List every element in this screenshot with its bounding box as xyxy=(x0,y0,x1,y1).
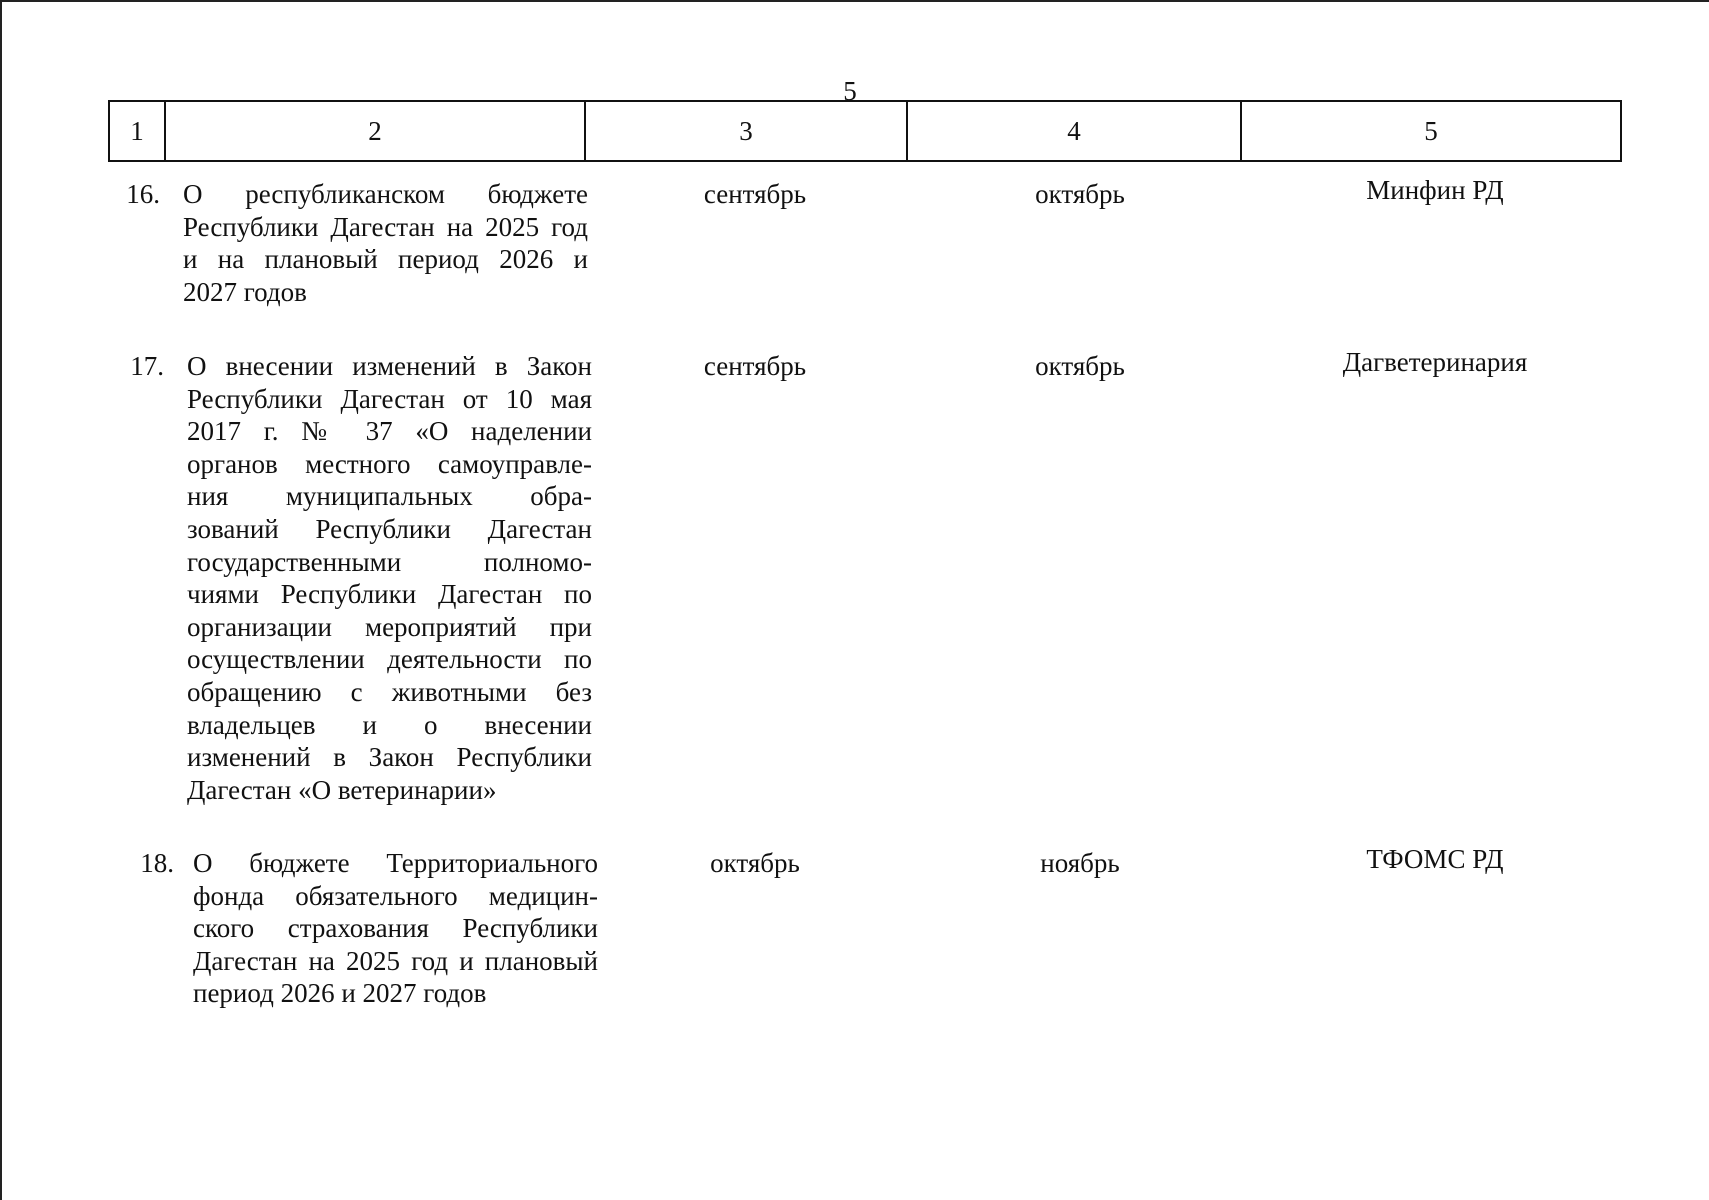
row-number: 17. xyxy=(130,351,164,381)
row-col5: ТФОМС РД xyxy=(1366,844,1504,874)
header-col-5: 5 xyxy=(1241,101,1621,161)
title-line: ского страхования Республики xyxy=(193,913,598,944)
title-line: О республиканском бюджете xyxy=(183,179,588,209)
column-header-table xyxy=(108,100,1622,162)
header-col-2: 2 xyxy=(165,101,585,161)
row-number: 18. xyxy=(140,848,174,878)
title-line: чиями Республики Дагестан по xyxy=(187,579,592,610)
row-col4: ноябрь xyxy=(1040,848,1120,878)
row-col5: Минфин РД xyxy=(1366,175,1504,205)
page-number: 5 xyxy=(843,76,857,106)
row-col3: сентябрь xyxy=(703,351,807,381)
title-line: 2017 г. № 37 «О наделении xyxy=(187,416,592,447)
title-line: изменений в Закон Республики xyxy=(187,742,592,773)
row-title xyxy=(193,847,598,1010)
title-line: ния муниципальных обра- xyxy=(187,481,592,512)
title-line: и на плановый период 2026 и xyxy=(183,244,588,275)
title-line: О бюджете Территориального xyxy=(193,848,598,878)
header-col-4: 4 xyxy=(907,101,1241,161)
title-line: государственными полномо- xyxy=(187,546,592,577)
title-line: О внесении изменений в Закон xyxy=(187,351,592,381)
title-line: зований Республики Дагестан xyxy=(187,513,592,544)
header-col-1: 1 xyxy=(109,101,165,161)
title-line: Республики Дагестан от 10 мая xyxy=(187,383,592,414)
row-col3: сентябрь xyxy=(703,179,807,209)
title-line: фонда обязательного медицин- xyxy=(193,880,598,911)
title-line: Дагестан «О ветеринарии» xyxy=(187,774,497,805)
row-title xyxy=(183,178,588,308)
title-line: 2027 годов xyxy=(183,276,307,307)
row-col4: октябрь xyxy=(1035,179,1125,209)
title-line: осуществлении деятельности по xyxy=(187,644,592,675)
row-number: 16. xyxy=(126,179,160,209)
row-title xyxy=(187,350,592,806)
page-top-edge xyxy=(0,0,1709,2)
title-line: владельцев и о внесении xyxy=(187,709,592,740)
page-left-edge xyxy=(0,0,2,1200)
title-line: органов местного самоуправле- xyxy=(187,448,592,479)
title-line: организации мероприятий при xyxy=(187,611,592,642)
header-col-3: 3 xyxy=(585,101,907,161)
row-col5: Дагветеринария xyxy=(1342,347,1528,377)
title-line: период 2026 и 2027 годов xyxy=(193,978,487,1009)
row-col3: октябрь xyxy=(710,848,800,878)
header-row xyxy=(109,101,1621,161)
title-line: Республики Дагестан на 2025 год xyxy=(183,211,588,242)
row-col4: октябрь xyxy=(1035,351,1125,381)
title-line: Дагестан на 2025 год и плановый xyxy=(193,945,598,976)
title-line: обращению с животными без xyxy=(187,676,592,707)
